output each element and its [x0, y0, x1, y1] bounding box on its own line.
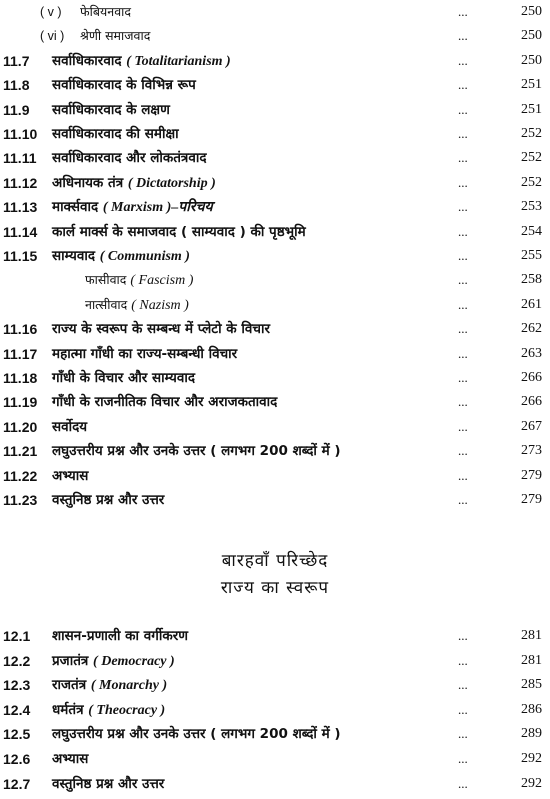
- toc-entry: [0, 122, 550, 146]
- entry-english-term: ( Theocracy ): [88, 702, 166, 718]
- entry-title-text: महात्मा गाँधी का राज्य-सम्बन्धी विचार: [52, 345, 238, 362]
- entry-page-number: 263: [521, 345, 542, 361]
- entry-number: 11.19: [3, 394, 38, 411]
- dot-leader: ...: [458, 775, 468, 791]
- toc-entry: [0, 673, 550, 697]
- dot-leader: ...: [458, 28, 468, 44]
- dot-leader: ...: [458, 628, 468, 643]
- toc-entry: [0, 317, 550, 341]
- entry-number: 11.20: [3, 418, 38, 435]
- entry-title: [52, 649, 175, 674]
- entry-page-number: 261: [521, 296, 542, 312]
- entry-page-number: 279: [521, 492, 542, 507]
- entry-number: 12.7: [3, 775, 31, 792]
- entry-page-number: 255: [521, 248, 542, 263]
- entry-page-number: 273: [521, 443, 542, 459]
- entry-title: [85, 293, 189, 318]
- entry-number: 11.15: [3, 248, 38, 264]
- entry-page-number: 279: [521, 467, 542, 483]
- entry-title: [52, 342, 237, 366]
- entry-title-text: सर्वाधिकारवाद के विभिन्न रूप: [52, 77, 196, 94]
- toc-entry: [0, 342, 550, 366]
- entry-title-text: नात्सीवाद: [85, 296, 128, 312]
- entry-number: 11.18: [3, 370, 38, 386]
- entry-title-text: साम्यवाद: [52, 248, 96, 264]
- entry-title-text: सर्वाधिकारवाद की समीक्षा: [52, 126, 179, 142]
- dot-leader: ...: [458, 174, 468, 190]
- entry-title-text: गाँधी के राजनीतिक विचार और अराजकतावाद: [52, 394, 278, 411]
- toc-entry: [0, 415, 550, 439]
- dot-leader: ...: [458, 321, 468, 337]
- toc-entry: [0, 220, 550, 244]
- entry-page-number: 267: [521, 418, 542, 434]
- entry-title: [85, 268, 193, 293]
- entry-number: 11.7: [3, 52, 30, 69]
- dot-leader: ...: [458, 701, 468, 717]
- entry-english-term: ( Communism ): [99, 249, 190, 264]
- toc-entry: [0, 366, 550, 390]
- toc-entry: [0, 0, 550, 24]
- toc-entry: [0, 293, 550, 317]
- entry-title: [80, 0, 131, 24]
- entry-number: 11.21: [3, 443, 38, 460]
- entry-english-term: ( Totalitarianism ): [126, 53, 231, 69]
- entry-title-text: सर्वाधिकारवाद और लोकतंत्रवाद: [52, 150, 207, 167]
- toc-entry: [0, 698, 550, 722]
- entry-title: [52, 390, 277, 414]
- dot-leader: ...: [458, 345, 468, 361]
- entry-title-text: श्रेणी समाजवाद: [80, 28, 151, 44]
- entry-page-number: 266: [521, 394, 542, 410]
- entry-english-term: ( Democracy ): [93, 653, 175, 669]
- entry-title: [52, 171, 216, 196]
- entry-number: 12.6: [3, 751, 31, 767]
- entry-number: 11.17: [3, 345, 38, 362]
- toc-entry: [0, 390, 550, 414]
- dot-leader: ...: [458, 223, 468, 239]
- entry-title-text: लघुउत्तरीय प्रश्न और उनके उत्तर ( लगभग 200 शब्दों में ): [52, 726, 341, 743]
- entry-page-number: 292: [521, 775, 542, 791]
- dot-leader: ...: [458, 150, 468, 166]
- entry-english-term: ( Dictatorship ): [127, 175, 216, 191]
- toc-entry: [0, 649, 550, 673]
- dot-leader: ...: [458, 370, 468, 385]
- entry-title: [52, 244, 190, 269]
- entry-page-number: 262: [521, 321, 542, 337]
- dot-leader: ...: [458, 418, 468, 434]
- entry-page-number: 252: [521, 174, 542, 190]
- toc-entry: [0, 772, 550, 796]
- dot-leader: ...: [458, 4, 468, 19]
- entry-page-number: 250: [521, 4, 542, 19]
- entry-page-number: 292: [521, 751, 542, 766]
- entry-page-number: 285: [521, 677, 542, 693]
- entry-title: [52, 415, 87, 439]
- entry-number: 11.10: [3, 126, 38, 142]
- entry-title: [52, 464, 88, 488]
- toc-entry: [0, 98, 550, 122]
- entry-title-text: धर्मतंत्र: [52, 701, 84, 718]
- entry-title-text: वस्तुनिष्ठ प्रश्न और उत्तर: [52, 775, 165, 792]
- entry-page-number: 252: [521, 126, 542, 141]
- entry-number: 11.9: [3, 101, 30, 118]
- chapter-subheading: राज्य का स्वरूप: [220, 578, 330, 598]
- toc-entry: [0, 195, 550, 219]
- dot-leader: ...: [458, 296, 468, 312]
- toc-entry: [0, 624, 550, 648]
- toc-entry: [0, 244, 550, 268]
- dot-leader: ...: [458, 199, 468, 215]
- toc-entry: [0, 171, 550, 195]
- entry-number: 11.11: [3, 150, 37, 167]
- entry-page-number: 254: [521, 223, 542, 239]
- entry-number: ( v ): [40, 5, 62, 19]
- entry-title: [52, 98, 170, 122]
- entry-title-text: राज्य के स्वरूप के सम्बन्ध में प्लेटो के विचार: [52, 321, 270, 338]
- entry-title: [52, 146, 207, 170]
- entry-english-term: ( Fascism ): [130, 273, 194, 289]
- entry-title: [52, 698, 165, 723]
- toc-entry: [0, 268, 550, 292]
- dot-leader: ...: [458, 467, 468, 483]
- entry-title-text: मार्क्सवाद: [52, 199, 99, 216]
- entry-title: [52, 49, 231, 74]
- entry-title-text: फेबियनवाद: [80, 4, 132, 19]
- entry-title-text: सर्वाधिकारवाद के लक्षण: [52, 101, 170, 118]
- toc-entry: [0, 439, 550, 463]
- toc-entry: [0, 722, 550, 746]
- entry-english-term: ( Monarchy ): [90, 678, 168, 694]
- dot-leader: ...: [458, 677, 468, 693]
- entry-english-term: ( Marxism )–परिचय: [102, 200, 213, 216]
- entry-number: 11.12: [3, 174, 38, 191]
- entry-title: [52, 317, 270, 341]
- entry-title-text: सर्वाधिकारवाद: [52, 52, 122, 69]
- entry-title-text: शासन-प्रणाली का वर्गीकरण: [52, 628, 189, 644]
- entry-title-text: वस्तुनिष्ठ प्रश्न और उत्तर: [52, 492, 165, 508]
- entry-english-term: ( Nazism ): [131, 297, 189, 313]
- dot-leader: ...: [458, 652, 468, 668]
- toc-entry: [0, 488, 550, 512]
- dot-leader: ...: [458, 751, 468, 766]
- entry-title: [52, 195, 213, 220]
- entry-title-text: राजतंत्र: [52, 677, 87, 694]
- entry-title-text: कार्ल मार्क्स के समाजवाद ( साम्यवाद ) की पृष्ठभूमि: [52, 223, 306, 240]
- entry-title-text: सर्वोदय: [52, 418, 88, 435]
- dot-leader: ...: [458, 77, 468, 93]
- toc-entry: [0, 464, 550, 488]
- entry-page-number: 258: [521, 272, 542, 288]
- entry-page-number: 289: [521, 726, 542, 742]
- entry-number: 11.22: [3, 467, 38, 484]
- entry-title: [52, 366, 195, 390]
- entry-title-text: अधिनायक तंत्र: [52, 174, 124, 191]
- dot-leader: ...: [458, 443, 468, 459]
- toc-entry: [0, 747, 550, 771]
- entry-title-text: लघुउत्तरीय प्रश्न और उनके उत्तर ( लगभग 200 शब्दों में ): [52, 443, 341, 460]
- entry-number: 11.16: [3, 321, 38, 338]
- dot-leader: ...: [458, 272, 468, 288]
- dot-leader: ...: [458, 394, 468, 410]
- entry-page-number: 250: [521, 52, 542, 68]
- entry-number: 11.23: [3, 492, 38, 508]
- entry-page-number: 251: [521, 77, 542, 93]
- entry-title-text: फासीवाद: [85, 272, 127, 288]
- dot-leader: ...: [458, 52, 468, 68]
- entry-number: 12.2: [3, 652, 31, 669]
- dot-leader: ...: [458, 126, 468, 141]
- entry-number: 11.13: [3, 199, 38, 216]
- entry-page-number: 250: [521, 28, 542, 44]
- entry-number: 12.5: [3, 726, 31, 743]
- entry-title: [52, 772, 164, 796]
- entry-title: [52, 122, 179, 146]
- entry-title-text: अभ्यास: [52, 467, 89, 484]
- entry-number: 12.3: [3, 677, 31, 694]
- entry-title: [52, 747, 88, 771]
- toc-entry: [0, 146, 550, 170]
- entry-number: 11.14: [3, 223, 38, 240]
- dot-leader: ...: [458, 726, 468, 742]
- entry-number: 11.8: [3, 77, 30, 94]
- entry-title: [52, 722, 341, 746]
- entry-title-text: अभ्यास: [52, 751, 89, 767]
- entry-page-number: 286: [521, 701, 542, 717]
- entry-title-text: गाँधी के विचार और साम्यवाद: [52, 370, 195, 386]
- entry-title: [52, 220, 306, 244]
- entry-page-number: 252: [521, 150, 542, 166]
- chapter-heading: बारहवाँ परिच्छेद: [221, 551, 329, 571]
- entry-number: 12.4: [3, 701, 31, 718]
- entry-title: [52, 439, 341, 463]
- entry-title: [52, 73, 196, 97]
- dot-leader: ...: [458, 248, 468, 263]
- entry-page-number: 266: [521, 370, 542, 385]
- entry-title: [52, 624, 188, 648]
- entry-number: ( vi ): [40, 29, 65, 44]
- dot-leader: ...: [458, 492, 468, 507]
- entry-title: [52, 488, 164, 512]
- entry-page-number: 281: [521, 652, 542, 668]
- dot-leader: ...: [458, 101, 468, 117]
- entry-title: [52, 673, 167, 698]
- toc-entry: [0, 24, 550, 48]
- entry-title-text: प्रजातंत्र: [52, 652, 89, 669]
- entry-title: [80, 24, 150, 48]
- toc-entry: [0, 49, 550, 73]
- entry-page-number: 253: [521, 199, 542, 215]
- entry-page-number: 281: [521, 628, 542, 643]
- entry-page-number: 251: [521, 101, 542, 117]
- toc-entry: [0, 73, 550, 97]
- entry-number: 12.1: [3, 628, 31, 644]
